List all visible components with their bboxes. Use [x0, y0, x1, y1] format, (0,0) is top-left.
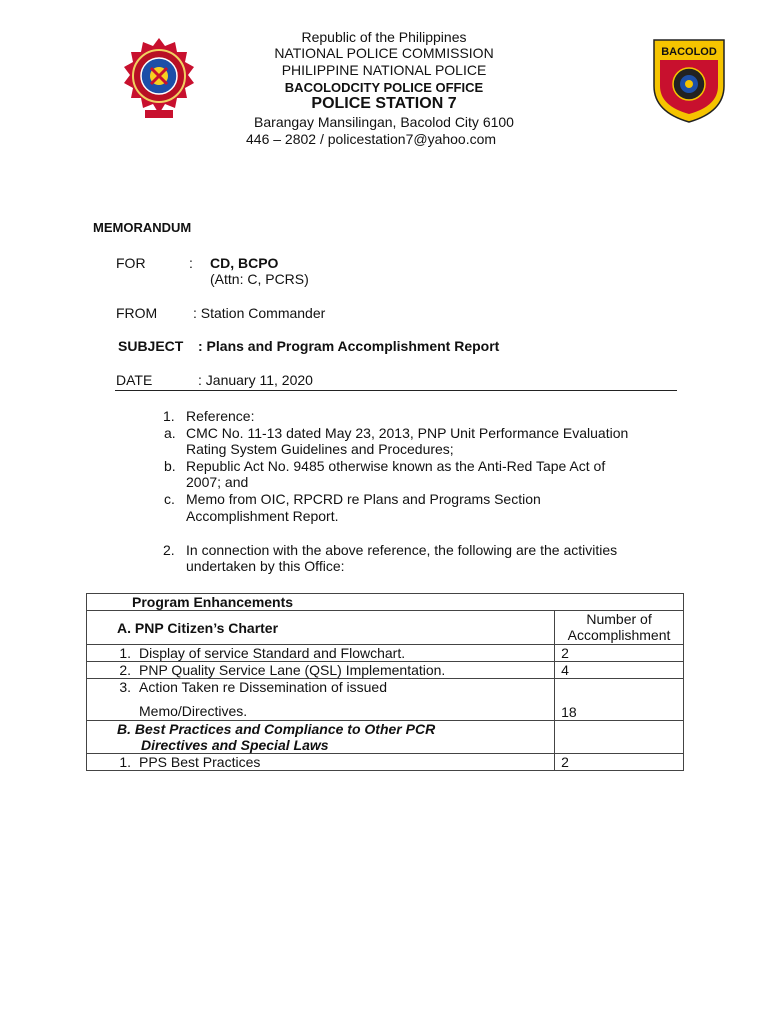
- header-pnp: PHILIPPINE NATIONAL POLICE: [281, 62, 487, 78]
- table-row: [87, 645, 684, 662]
- table-heading-row: [87, 594, 684, 611]
- row-value: 2: [555, 754, 684, 771]
- row-number: 1.: [119, 645, 131, 661]
- ref-a-line1: CMC No. 11-13 dated May 23, 2013, PNP Unit Performance Evaluation: [186, 425, 629, 441]
- memo-title: MEMORANDUM: [93, 220, 192, 235]
- from-value: : Station Commander: [193, 305, 326, 321]
- table-row: [87, 721, 684, 754]
- header-address: Barangay Mansilingan, Bacolod City 6100: [254, 114, 514, 130]
- subject-value: : Plans and Program Accomplishment Report: [198, 338, 500, 354]
- row-value: 2: [555, 645, 684, 662]
- section-b-line2: Directives and Special Laws: [141, 737, 329, 753]
- para2-line1: In connection with the above reference, the following are the activities: [186, 542, 618, 558]
- para1-text: Reference:: [186, 408, 255, 424]
- header-napolcom: NATIONAL POLICE COMMISSION: [274, 45, 494, 61]
- row-number: 1.: [119, 754, 131, 770]
- date-value: : January 11, 2020: [198, 372, 313, 388]
- row-number: 2.: [119, 662, 131, 678]
- section-a-label: A. PNP Citizen’s Charter: [87, 611, 555, 645]
- table-row: [87, 754, 684, 771]
- header-station: POLICE STATION 7: [311, 95, 457, 112]
- row-label: PPS Best Practices: [139, 754, 261, 770]
- bacolod-logo-text: BACOLOD: [661, 46, 717, 58]
- table-heading: Program Enhancements: [87, 594, 684, 611]
- ref-b-line1: Republic Act No. 9485 otherwise known as the Anti-Red Tape Act of: [186, 458, 606, 474]
- table-row: [87, 679, 684, 721]
- para2-line2: undertaken by this Office:: [186, 558, 345, 574]
- ref-c-line1: Memo from OIC, RPCRD re Plans and Programs Section: [186, 491, 541, 507]
- header-bcpo: BACOLODCITY POLICE OFFICE: [284, 80, 484, 95]
- row-value: 18: [555, 679, 684, 721]
- row-number: 3.: [119, 679, 131, 695]
- for-colon: :: [189, 255, 193, 271]
- row-label: Display of service Standard and Flowchart.: [139, 645, 406, 661]
- ref-b-letter: b.: [164, 458, 176, 474]
- subject-label: SUBJECT: [118, 338, 184, 354]
- for-label: FOR: [116, 255, 146, 271]
- row-label: PNP Quality Service Lane (QSL) Implementation.: [139, 662, 446, 678]
- for-value: CD, BCPO: [210, 255, 279, 271]
- table-row: [87, 662, 684, 679]
- para1-number: 1.: [163, 408, 175, 424]
- header-divider: [115, 390, 677, 391]
- row-label: Action Taken re Dissemination of issued: [139, 679, 387, 695]
- column-header-line1: Number of: [586, 611, 652, 627]
- date-label: DATE: [116, 372, 153, 388]
- header-contact: 446 – 2802 / policestation7@yahoo.com: [246, 131, 497, 147]
- section-b-line1: B. Best Practices and Compliance to Other PCR: [117, 721, 436, 737]
- row-value: 4: [555, 662, 684, 679]
- column-header-line2: Accomplishment: [567, 627, 671, 643]
- from-label: FROM: [116, 305, 158, 321]
- header-republic: Republic of the Philippines: [301, 29, 467, 45]
- program-table: [86, 593, 684, 771]
- ref-a-letter: a.: [164, 425, 176, 441]
- ref-a-line2: Rating System Guidelines and Procedures;: [186, 441, 454, 457]
- ref-b-line2: 2007; and: [186, 474, 249, 490]
- column-header: [555, 611, 684, 645]
- row-label-continued: Memo/Directives.: [139, 703, 248, 719]
- ref-c-letter: c.: [164, 491, 175, 507]
- ref-c-line2: Accomplishment Report.: [186, 508, 339, 524]
- table-row: [87, 611, 684, 645]
- section-b-value: [555, 721, 684, 754]
- para2-number: 2.: [163, 542, 175, 558]
- for-attn: (Attn: C, PCRS): [210, 271, 309, 287]
